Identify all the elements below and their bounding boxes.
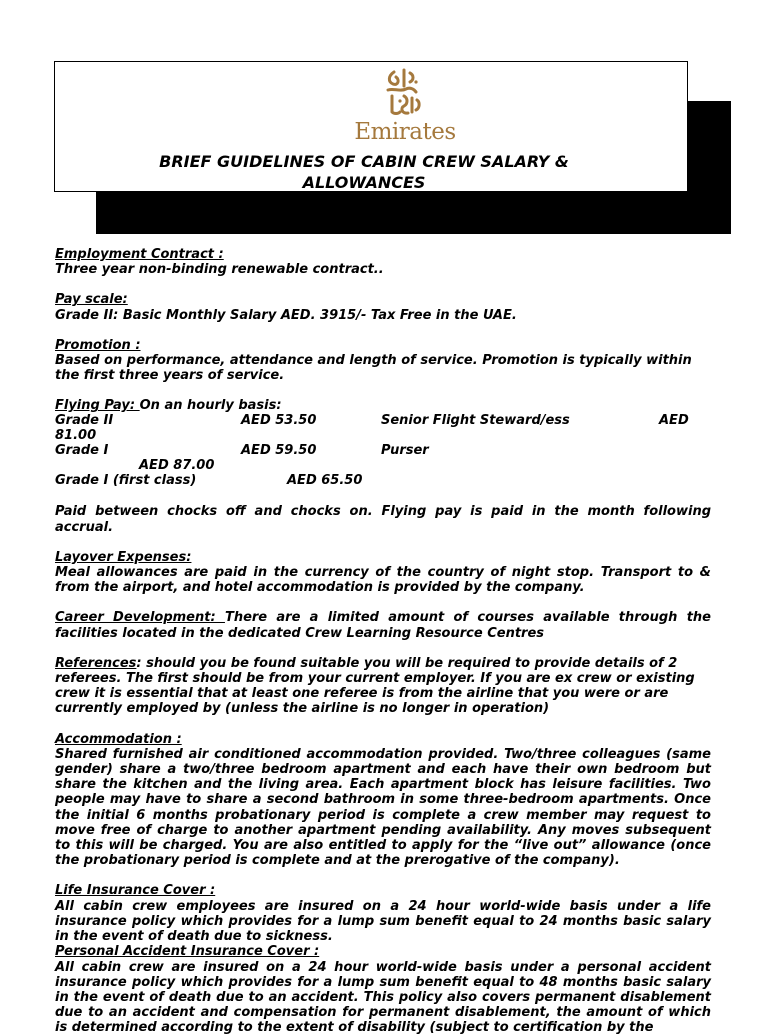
flying-pay-intro: On an hourly basis: — [139, 398, 282, 414]
promotion-section — [55, 338, 711, 384]
accommodation-text: Shared furnished air conditioned accommodation provided. Two/three colleagues (same gender) share a two/three bedroom apartment and each have their own bedroom but share the kitchen and the living area. Each apartment block has leisure facilities. Two people may have to share a second bathroom in some three-bedroom apartments. Once the initial 6 months probationary period is complete a crew member may request to move free of charge to another apartment pending availability. Any moves subsequent to this will be charged. You are also entitled to apply for the “live out” allowance (once the probationary period is complete and at the prerogative of the company). — [55, 746, 711, 869]
career-heading: Career Development: — [55, 610, 225, 626]
references-section — [55, 656, 711, 717]
flying-r1-grade: Grade II — [55, 413, 114, 429]
accident-insurance-section — [55, 944, 711, 1035]
flying-r1-rate: AED 53.50 — [241, 413, 317, 429]
flying-pay-heading: Flying Pay: — [55, 398, 140, 414]
pay-section — [55, 292, 711, 322]
flying-r1-role: Senior Flight Steward/ess — [381, 413, 570, 429]
employment-section — [55, 247, 711, 277]
flying-pay-note: Paid between chocks off and chocks on. Flying pay is paid in the month following accrual. — [55, 504, 711, 535]
header-box — [54, 61, 688, 192]
document-body — [55, 247, 711, 1036]
employment-text: Three year non-binding renewable contract.. — [55, 262, 384, 278]
flying-r2-grade: Grade I — [55, 443, 109, 459]
employment-heading: Employment Contract : — [55, 247, 224, 262]
document-title: BRIEF GUIDELINES OF CABIN CREW SALARY & ALLOWANCES — [159, 152, 569, 192]
flying-r1-cont: 81.00 — [55, 428, 97, 444]
flying-r3-grade: Grade I (first class) — [55, 473, 197, 489]
accommodation-section — [55, 732, 711, 869]
emirates-logo — [345, 68, 465, 144]
accident-insurance-heading: Personal Accident Insurance Cover : — [55, 944, 320, 960]
career-text: There are a limited amount of courses available through the facilities located in the dedicated Crew Learning Resource Centres — [55, 610, 711, 641]
flying-r3-rate: AED 65.50 — [287, 473, 363, 489]
layover-section — [55, 550, 711, 596]
promotion-text: Based on performance, attendance and length of service. Promotion is typically within the first three years of service. — [55, 353, 692, 384]
layover-heading: Layover Expenses: — [55, 549, 192, 565]
flying-r2-cont: AED 87.00 — [139, 458, 215, 474]
promotion-heading: Promotion : — [55, 337, 141, 353]
pay-heading: Pay scale: — [55, 292, 128, 308]
life-insurance-text: All cabin crew employees are insured on a 24 hour world-wide basis under a life insurance policy which provides for a lump sum benefit equal to 24 months basic salary in the event of death due to sickness. — [55, 898, 711, 945]
career-section — [55, 610, 711, 640]
pay-text: Grade II: Basic Monthly Salary AED. 3915/- Tax Free in the UAE. — [55, 307, 517, 323]
flying-r2-role: Purser — [381, 443, 429, 459]
flying-pay-section — [55, 398, 711, 489]
life-insurance-section — [55, 883, 711, 944]
logo-wordmark: Emirates — [354, 119, 456, 145]
life-insurance-heading: Life Insurance Cover : — [55, 883, 216, 899]
emirates-calligraphy-icon — [380, 68, 424, 116]
references-heading: References — [55, 655, 137, 671]
accident-insurance-text: All cabin crew are insured on a 24 hour world-wide basis under a personal accident insurance policy which provides for a lump sum benefit equal to 48 months basic salary in the event of death due to an accident. This policy also covers permanent disablement due to an accident and compensation for permanent disablement, the amount of which is determined according to the extent of disability (subject to certification by the — [55, 959, 711, 1036]
flying-r2-rate: AED 59.50 — [241, 443, 317, 459]
layover-text: Meal allowances are paid in the currency of the country of night stop. Transport to & from the airport, and hotel accommodation is provided by the company. — [55, 565, 711, 596]
flying-r1-aed: AED — [659, 413, 689, 429]
references-text: : should you be found suitable you will be required to provide details of 2 referees. The first should be from your current employer. If you are ex crew or existing crew it is essential that at least one referee is from the airline that you were or are currently employed by (unless the airline is no longer in operation) — [55, 655, 695, 717]
accommodation-heading: Accommodation : — [55, 731, 182, 747]
